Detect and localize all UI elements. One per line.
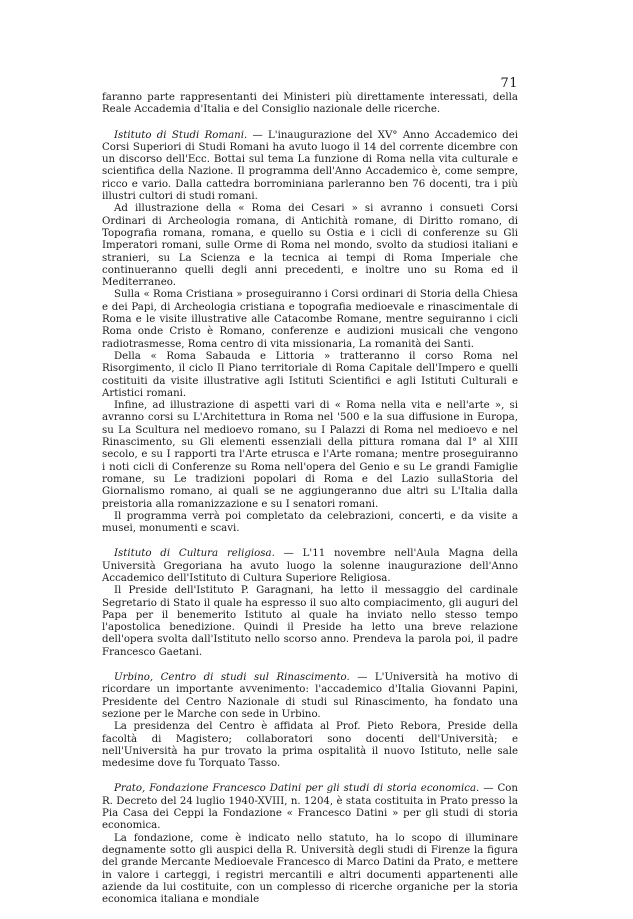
paragraph-text: L'Università ha motivo di ricordare un importante avvenimento: l'accademico d'Italia Giovanni Papini, Presidente del Centro Nazionale di studi sul Rinascimento, ha fondato una sezione per le Marche con sede in Urbino. [102, 672, 518, 720]
intro-paragraph: faranno parte rappresentanti dei Ministeri più direttamente interessati, della Reale Accademia d'Italia e del Consiglio nazionale delle ricerche. [102, 92, 518, 116]
section-title: Urbino, Centro di studi sul Rinascimento. [114, 672, 350, 684]
paragraph-text: L'inaugurazione del XV° Anno Accademico dei Corsi Superiori di Studi Romani ha avuto luogo il 14 del corrente dicembre con un discorso dell'Ecc. Bottai sul tema La funzione di Roma nella vita culturale e scientifica della Nazione. Il programma dell'Anno Accademico è, come sempre, ricco e vario. Dalla cattedra borrominiana parleranno ben 76 docenti, tra i più illustri cultori di studi romani. [102, 129, 518, 203]
paragraph: Istituto di Studi Romani. — L'inaugurazione del XV° Anno Accademico dei Corsi Superiori di Studi Romani ha avuto luogo il 14 del corrente dicembre con un discorso dell'Ecc. Bottai sul tema La funzione di Roma nella vita culturale e scientifica della Nazione. Il programma dell'Anno Accademico è, come sempre, ricco e vario. Dalla cattedra borrominiana parleranno ben 76 docenti, tra i più illustri cultori di studi romani. [102, 129, 518, 203]
section-prato [102, 783, 518, 906]
paragraph: Infine, ad illustrazione di aspetti vari di « Roma nella vita e nell'arte », si avranno corsi su L'Architettura in Roma nel '500 e la sua diffusione in Europa, su La Scultura nel medioevo romano, su I Palazzi di Roma nel medioevo e nel Rinascimento, su Gli elementi essenziali della pittura romana dal I° al XIII secolo, e su I rapporti tra l'Arte etrusca e l'Arte romana; mentre proseguiranno i noti cicli di Conferenze su Roma nell'opera del Genio e su Le grandi Famiglie romane, su Le tradizioni popolari di Roma e del Lazio sullaStoria del Giornalismo romano, ai quali se ne aggiungeranno due altri su L'Italia dalla preistoria alla romanizzazione e su I senatori romani. [102, 400, 518, 510]
section-istituto-cultura-religiosa [102, 548, 518, 659]
paragraph: Il Preside dell'Istituto P. Garagnani, ha letto il messaggio del cardinale Segretario di Stato il quale ha espresso il suo alto compiacimento, gli auguri del Papa per il benemerito Istituto al quale ha inviato nello stesso tempo l'apostolica benedizione. Quindi il Preside ha letto una breve relazione dell'opera svolta dall'Istituto nello scorso anno. Prendeva la parola poi, il padre Francesco Gaetani. [102, 585, 518, 658]
section-intro [102, 92, 518, 117]
paragraph: Della « Roma Sabauda e Littoria » tratteranno il corso Roma nel Risorgimento, il ciclo Il Piano territoriale di Roma Capitale dell'Impero e quelli costituiti da visite illustrative agli Istituti Scientifici e agli Istituti Culturali e Artistici romani. [102, 350, 518, 399]
paragraph: Istituto di Cultura religiosa. — L'11 novembre nell'Aula Magna della Università Gregoriana ha avuto luogo la solenne inaugurazione dell'Anno Accademico dell'Istituto di Cultura Superiore Religiosa. [102, 548, 518, 584]
paragraph: La presidenza del Centro è affidata al Prof. Pieto Rebora, Preside della facoltà di Magistero; collaboratori sono docenti dell'Università; e nell'Università ha pur trovato la prima ospitalità il nuovo Istituto, nelle sale medesime dove fu Torquato Tasso. [102, 721, 518, 770]
paragraph: La fondazione, come è indicato nello statuto, ha lo scopo di illuminare degnamente sotto gli auspici della R. Università degli studi di Firenze la figura del grande Mercante Medioevale Francesco di Marco Datini da Prato, e mettere in valore i carteggi, i registri mercantili e altri documenti appartenenti alle aziende da lui costituite, con un complesso di ricerche organiche per la storia economica italiana e mondiale [102, 832, 518, 906]
paragraph-text: L'11 novembre nell'Aula Magna della Università Gregoriana ha avuto luogo la solenne inaugurazione dell'Anno Accademico dell'Istituto di Cultura Superiore Religiosa. [102, 548, 518, 584]
paragraph-text: Con R. Decreto del 24 luglio 1940-XVIII, n. 1204, è stata costituita in Prato presso la Pia Casa dei Ceppi la Fondazione « Francesco Datini » per gli studi di storia economica. [102, 783, 518, 832]
section-title: Istituto di Cultura religiosa. [114, 548, 275, 560]
section-title: Istituto di Studi Romani [114, 129, 244, 141]
paragraph: Sulla « Roma Cristiana » proseguiranno i Corsi ordinari di Storia della Chiesa e dei Papi, di Archeologia cristiana e topografia medioevale e rinascimentale di Roma e le visite illustrative alle Catacombe Romane, mentre seguiranno i cicli Roma onde Cristo è Romano, conferenze e audizioni musicali che vengono radiotrasmesse, Roma centro di vita missionaria, La romanità dei Santi. [102, 289, 518, 350]
paragraph: Il programma verrà poi completato da celebrazioni, concerti, e da visite a musei, monumenti e scavi. [102, 510, 518, 535]
body-text [102, 92, 518, 919]
paragraph: Urbino, Centro di studi sul Rinascimento. — L'Università ha motivo di ricordare un importante avvenimento: l'accademico d'Italia Giovanni Papini, Presidente del Centro Nazionale di studi sul Rinascimento, ha fondato una sezione per le Marche con sede in Urbino. [102, 672, 518, 720]
paragraph: Prato, Fondazione Francesco Datini per gli studi di storia economica. — Con R. Decreto del 24 luglio 1940-XVIII, n. 1204, è stata costituita in Prato presso la Pia Casa dei Ceppi la Fondazione « Francesco Datini » per gli studi di storia economica. [102, 783, 518, 832]
paragraph: Ad illustrazione della « Roma dei Cesari » si avranno i consueti Corsi Ordinari di Archeologia romana, di Antichità romane, di Diritto romano, di Topografia romana, romana, e quello su Ostia e i cicli di conferenze su Gli Imperatori romani, sulle Orme di Roma nel mondo, svolto da studiosi italiani e stranieri, su La Scienza e la tecnica ai tempi di Roma Imperiale che continueranno quelli degli anni precedenti, e inoltre uno su Roma ed il Mediterraneo. [102, 203, 518, 289]
section-urbino [102, 672, 518, 770]
section-istituto-studi-romani [102, 130, 518, 536]
page-number: 71 [500, 76, 518, 91]
section-title: Prato, Fondazione Francesco Datini per gli studi di storia economica. [114, 783, 480, 795]
